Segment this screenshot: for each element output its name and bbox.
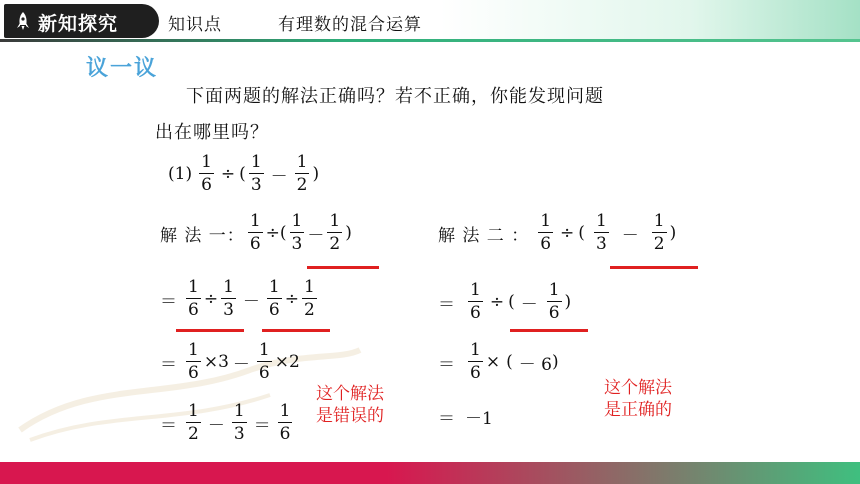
method2-line3 [438,342,559,382]
fraction [594,213,609,253]
denominator: 6 [548,303,560,323]
minus-sign: － [242,291,260,312]
divide-sign: ÷ [560,223,575,243]
numerator: 1 [540,211,552,231]
fraction [186,403,201,443]
paren-close: ) [669,223,677,243]
denominator: 3 [595,234,607,254]
numerator: 1 [268,277,280,297]
fraction [278,403,293,443]
denominator: 6 [201,175,212,195]
fraction [186,342,201,382]
numerator: 1 [470,280,481,300]
header-subtitle [168,10,422,35]
denominator: 3 [233,424,245,444]
numerator: 1 [303,277,315,297]
divide-sign: ÷ [220,164,236,184]
method1-line3 [160,342,300,382]
numerator: 1 [291,211,303,231]
denominator: 6 [188,300,199,320]
minus-sign: － [232,354,250,375]
error-underline [176,329,244,332]
denominator: 2 [303,300,315,320]
denominator: 6 [540,234,552,254]
fraction [232,403,247,443]
fraction [199,154,214,194]
fraction [327,213,342,253]
divide-sign: ÷ [489,292,505,312]
numerator: 1 [188,340,199,360]
minus-sign: － [621,225,639,246]
denominator: 6 [268,300,280,320]
method1-note-line2: 是错误的 [316,406,384,426]
denominator: 2 [296,175,308,195]
numerator: 1 [258,340,270,360]
fraction [186,279,201,319]
minus-sign: － [270,166,288,187]
numerator: 1 [296,152,308,172]
section-title: 议一议 [86,56,159,81]
paren-open: ( [506,352,513,372]
denominator: 6 [279,424,291,444]
divide-sign: ÷ [284,289,299,309]
header-bar [0,0,860,40]
number: 2 [288,352,300,372]
method1-note-line1: 这个解法 [316,384,384,404]
denominator: 3 [250,175,262,195]
fraction [468,282,483,322]
error-underline [262,329,330,332]
fraction [257,342,272,382]
method2-note-line1: 这个解法 [604,378,672,398]
paren-close: ) [312,164,320,184]
times-sign: × [203,352,219,372]
fraction [468,342,483,382]
equals-sign: ＝ [438,294,455,315]
fraction [249,154,264,194]
equals-sign: ＝ [438,354,455,375]
numerator: 1 [201,152,212,172]
method2-line2 [438,282,571,322]
denominator: 3 [291,234,303,254]
minus-sign: － [207,415,225,436]
numerator: 1 [548,280,560,300]
method2-line4 [438,404,493,429]
highlight-underline [510,329,588,332]
numerator: 1 [249,211,261,231]
method1-line1 [160,213,352,253]
method2-note-line2: 是正确的 [604,400,672,420]
equals-sign: ＝ [160,415,177,436]
paren-close: ) [345,223,352,243]
minus-sign: － [520,294,538,315]
method1-note [316,383,384,427]
paren-close: ) [564,292,572,312]
numerator: 1 [329,211,341,231]
numerator: 1 [188,277,199,297]
fraction [547,282,562,322]
paren-close: ) [551,352,559,372]
footer-bar [0,462,860,484]
divide-sign: ÷ [265,223,280,243]
denominator: 6 [470,363,481,383]
fraction [267,279,282,319]
denominator: 2 [329,234,341,254]
header-title: 新知探究 [38,13,119,35]
numerator: 1 [188,401,199,421]
numerator: 1 [470,340,481,360]
numerator: 1 [279,401,291,421]
question-line-2: 出在哪里吗？ [155,122,269,143]
denominator: 3 [223,300,234,320]
numerator: 1 [653,211,665,231]
number: －1 [465,409,493,429]
fraction [652,213,667,253]
error-underline [307,266,379,269]
numerator: 1 [223,277,234,297]
fraction [295,154,310,194]
denominator: 6 [470,303,481,323]
denominator: 2 [653,234,665,254]
divide-sign: ÷ [203,289,219,309]
method2-line1 [438,213,676,253]
method2-label: 解 法 二 ： [438,225,530,246]
problem-label: (1) [168,164,193,184]
paren-open: ( [279,223,287,243]
header-green-accent [440,0,860,40]
fraction [290,213,305,253]
equals-sign: ＝ [160,291,177,312]
numerator: 1 [233,401,245,421]
method2-note [604,377,672,421]
denominator: 6 [258,363,270,383]
paren-open: ( [578,223,585,243]
numerator: 1 [595,211,607,231]
header-subtitle-topic: 有理数的混合运算 [278,15,422,35]
header-title-box [4,4,159,38]
method1-line4 [160,403,295,443]
problem-expression [168,154,319,194]
equals-sign: ＝ [160,354,177,375]
fraction [302,279,317,319]
question-line-1: 下面两题的解法正确吗？若不正确，你能发现问题 [186,86,604,107]
equals-sign: ＝ [438,409,455,429]
times-sign: × [485,352,501,372]
number: － 6 [518,354,552,375]
minus-sign: － [307,225,325,246]
method1-label: 解 法 一： [160,225,245,246]
method1-line2 [160,279,320,319]
fraction [248,213,263,253]
number: 3 [218,352,229,372]
highlight-underline [610,266,698,269]
header-subtitle-label: 知识点 [168,15,222,35]
paren-open: ( [508,292,515,312]
rocket-icon [14,11,32,31]
fraction [538,213,553,253]
numerator: 1 [250,152,262,172]
header-divider [0,39,860,42]
times-sign: × [274,352,289,372]
denominator: 6 [188,363,199,383]
denominator: 6 [249,234,261,254]
equals-sign: ＝ [253,415,271,436]
paren-open: ( [239,164,246,184]
denominator: 2 [188,424,199,444]
fraction [221,279,236,319]
